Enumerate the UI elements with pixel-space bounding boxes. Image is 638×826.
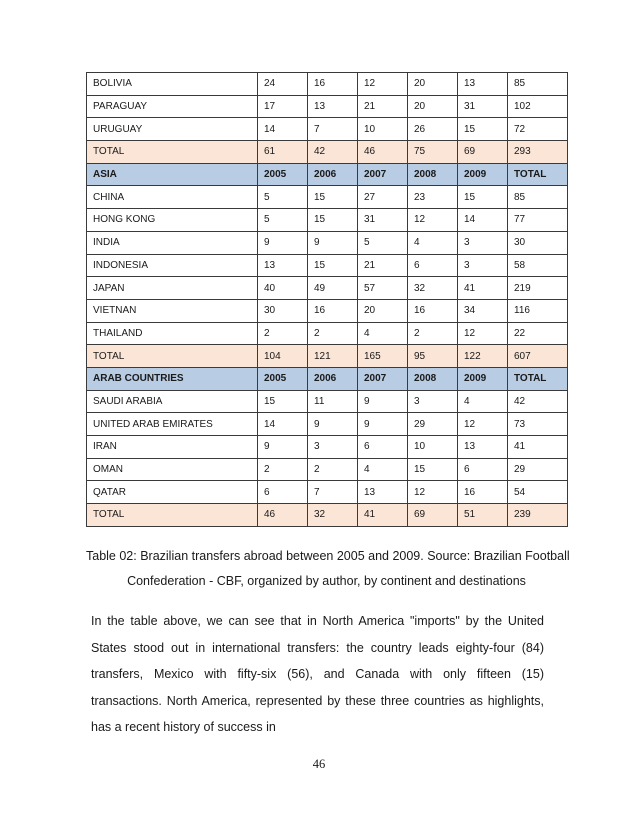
table-cell: 12 — [408, 481, 458, 504]
table-cell: TOTAL — [508, 367, 568, 390]
table-cell: 4 — [458, 390, 508, 413]
table-total-row — [87, 345, 568, 368]
table-cell: 4 — [358, 322, 408, 345]
table-cell: 58 — [508, 254, 568, 277]
table-cell: 12 — [458, 322, 508, 345]
table-cell: 16 — [308, 299, 358, 322]
table-cell: 13 — [458, 73, 508, 96]
table-cell: 13 — [308, 95, 358, 118]
table-cell: 2007 — [358, 163, 408, 186]
table-cell: 73 — [508, 413, 568, 436]
table-cell: 16 — [408, 299, 458, 322]
table-row-label: TOTAL — [87, 345, 258, 368]
table-cell: 13 — [458, 436, 508, 459]
table-section-header-row — [87, 163, 568, 186]
table-cell: 122 — [458, 345, 508, 368]
table-cell: 5 — [358, 231, 408, 254]
table-cell: 41 — [358, 504, 408, 527]
table-row-label: BOLIVIA — [87, 73, 258, 96]
table-cell: 7 — [308, 481, 358, 504]
table-row-label: CHINA — [87, 186, 258, 209]
table-cell: 4 — [408, 231, 458, 254]
table-cell: 5 — [258, 186, 308, 209]
table-cell: 15 — [258, 390, 308, 413]
table-row-label: JAPAN — [87, 277, 258, 300]
table-row — [87, 322, 568, 345]
table-row-label: SAUDI ARABIA — [87, 390, 258, 413]
table-cell: 2009 — [458, 163, 508, 186]
table-row-label: QATAR — [87, 481, 258, 504]
table-cell: 29 — [508, 458, 568, 481]
table-cell: 54 — [508, 481, 568, 504]
table-cell: 121 — [308, 345, 358, 368]
table-cell: 3 — [308, 436, 358, 459]
table-cell: 15 — [308, 254, 358, 277]
table-cell: 14 — [458, 209, 508, 232]
table-row — [87, 186, 568, 209]
table-cell: 6 — [458, 458, 508, 481]
table-cell: 2005 — [258, 163, 308, 186]
table-cell: 20 — [358, 299, 408, 322]
table-row-label: TOTAL — [87, 141, 258, 164]
table-cell: 12 — [408, 209, 458, 232]
table-row-label: PARAGUAY — [87, 95, 258, 118]
table-cell: 2 — [308, 458, 358, 481]
table-cell: 46 — [358, 141, 408, 164]
table-cell: 116 — [508, 299, 568, 322]
table-cell: 219 — [508, 277, 568, 300]
table-cell: 607 — [508, 345, 568, 368]
table-cell: 9 — [258, 436, 308, 459]
table-cell: 31 — [358, 209, 408, 232]
table-cell: 7 — [308, 118, 358, 141]
table-cell: 2005 — [258, 367, 308, 390]
table-row — [87, 73, 568, 96]
table-row — [87, 118, 568, 141]
table-row — [87, 254, 568, 277]
table-row — [87, 231, 568, 254]
table-cell: 14 — [258, 413, 308, 436]
table-cell: 293 — [508, 141, 568, 164]
table-row-label: OMAN — [87, 458, 258, 481]
table-row-label: ARAB COUNTRIES — [87, 367, 258, 390]
table-cell: 3 — [458, 254, 508, 277]
table-cell: 20 — [408, 73, 458, 96]
table-row-label: TOTAL — [87, 504, 258, 527]
table-cell: 27 — [358, 186, 408, 209]
table-cell: 32 — [308, 504, 358, 527]
table-cell: 2006 — [308, 367, 358, 390]
table-cell: 9 — [258, 231, 308, 254]
table-cell: 9 — [308, 231, 358, 254]
table-cell: TOTAL — [508, 163, 568, 186]
table-cell: 15 — [308, 186, 358, 209]
table-cell: 30 — [258, 299, 308, 322]
table-cell: 10 — [358, 118, 408, 141]
table-cell: 85 — [508, 186, 568, 209]
table-cell: 24 — [258, 73, 308, 96]
table-section-header-row — [87, 367, 568, 390]
table-row-label: URUGUAY — [87, 118, 258, 141]
table-cell: 14 — [258, 118, 308, 141]
table-cell: 2006 — [308, 163, 358, 186]
table-cell: 6 — [358, 436, 408, 459]
table-cell: 42 — [508, 390, 568, 413]
table-cell: 69 — [458, 141, 508, 164]
table-row — [87, 413, 568, 436]
table-cell: 21 — [358, 254, 408, 277]
table-cell: 16 — [308, 73, 358, 96]
table-cell: 165 — [358, 345, 408, 368]
table-row-label: UNITED ARAB EMIRATES — [87, 413, 258, 436]
table-cell: 2 — [408, 322, 458, 345]
table-row — [87, 299, 568, 322]
table-total-row — [87, 141, 568, 164]
table-row — [87, 209, 568, 232]
table-cell: 13 — [258, 254, 308, 277]
table-cell: 57 — [358, 277, 408, 300]
table-cell: 40 — [258, 277, 308, 300]
table-cell: 16 — [458, 481, 508, 504]
table-cell: 4 — [358, 458, 408, 481]
table-cell: 72 — [508, 118, 568, 141]
table-cell: 30 — [508, 231, 568, 254]
table-cell: 6 — [408, 254, 458, 277]
table-row-label: INDONESIA — [87, 254, 258, 277]
table-cell: 95 — [408, 345, 458, 368]
table-row — [87, 95, 568, 118]
table-cell: 6 — [258, 481, 308, 504]
table-cell: 34 — [458, 299, 508, 322]
table-row — [87, 436, 568, 459]
table-cell: 2008 — [408, 367, 458, 390]
table-cell: 2008 — [408, 163, 458, 186]
caption-line-1: Table 02: Brazilian transfers abroad between 2005 and 2009. Source: Brazilian Football — [86, 549, 570, 563]
table-cell: 22 — [508, 322, 568, 345]
table-cell: 104 — [258, 345, 308, 368]
table-cell: 77 — [508, 209, 568, 232]
table-cell: 61 — [258, 141, 308, 164]
table-cell: 15 — [408, 458, 458, 481]
table-cell: 21 — [358, 95, 408, 118]
table-body — [87, 73, 568, 527]
table-caption — [86, 544, 570, 594]
caption-line-2: Confederation - CBF, organized by author, by continent and destinations — [127, 574, 526, 588]
table-cell: 5 — [258, 209, 308, 232]
table-cell: 239 — [508, 504, 568, 527]
table-cell: 10 — [408, 436, 458, 459]
table-cell: 12 — [458, 413, 508, 436]
table-row-label: THAILAND — [87, 322, 258, 345]
table-cell: 20 — [408, 95, 458, 118]
table-cell: 9 — [358, 413, 408, 436]
table-cell: 23 — [408, 186, 458, 209]
table-cell: 69 — [408, 504, 458, 527]
table-cell: 32 — [408, 277, 458, 300]
table-cell: 9 — [308, 413, 358, 436]
table-cell: 75 — [408, 141, 458, 164]
page-number: 46 — [312, 757, 326, 771]
table-cell: 2 — [258, 458, 308, 481]
table-cell: 41 — [458, 277, 508, 300]
table-cell: 13 — [358, 481, 408, 504]
table-cell: 49 — [308, 277, 358, 300]
table-cell: 51 — [458, 504, 508, 527]
table-row — [87, 481, 568, 504]
table-cell: 85 — [508, 73, 568, 96]
table-cell: 2 — [258, 322, 308, 345]
table-cell: 17 — [258, 95, 308, 118]
table-cell: 3 — [458, 231, 508, 254]
table-cell: 9 — [358, 390, 408, 413]
table-cell: 11 — [308, 390, 358, 413]
table-row-label: HONG KONG — [87, 209, 258, 232]
table-cell: 29 — [408, 413, 458, 436]
table-total-row — [87, 504, 568, 527]
body-paragraph-block — [91, 608, 544, 741]
transfers-table — [86, 72, 568, 527]
table-cell: 26 — [408, 118, 458, 141]
table-cell: 15 — [458, 118, 508, 141]
table-row-label: VIETNAN — [87, 299, 258, 322]
table-cell: 102 — [508, 95, 568, 118]
table-row-label: ASIA — [87, 163, 258, 186]
table-cell: 12 — [358, 73, 408, 96]
table-cell: 42 — [308, 141, 358, 164]
table-cell: 15 — [458, 186, 508, 209]
table-row-label: IRAN — [87, 436, 258, 459]
table-cell: 2009 — [458, 367, 508, 390]
table-cell: 31 — [458, 95, 508, 118]
table-cell: 15 — [308, 209, 358, 232]
table-cell: 2007 — [358, 367, 408, 390]
body-paragraph: In the table above, we can see that in North America "imports" by the United States stood out in international transfers: the country leads eighty-four (84) transfers, Mexico with fifty-six (56), and Canada with only fifteen (15) transactions. North America, represented by these three countries as highlights, has a recent history of success in — [91, 614, 544, 734]
table-cell: 46 — [258, 504, 308, 527]
table-row — [87, 390, 568, 413]
table-cell: 2 — [308, 322, 358, 345]
table-cell: 3 — [408, 390, 458, 413]
table-cell: 41 — [508, 436, 568, 459]
table-row-label: INDIA — [87, 231, 258, 254]
table-row — [87, 277, 568, 300]
table-row — [87, 458, 568, 481]
